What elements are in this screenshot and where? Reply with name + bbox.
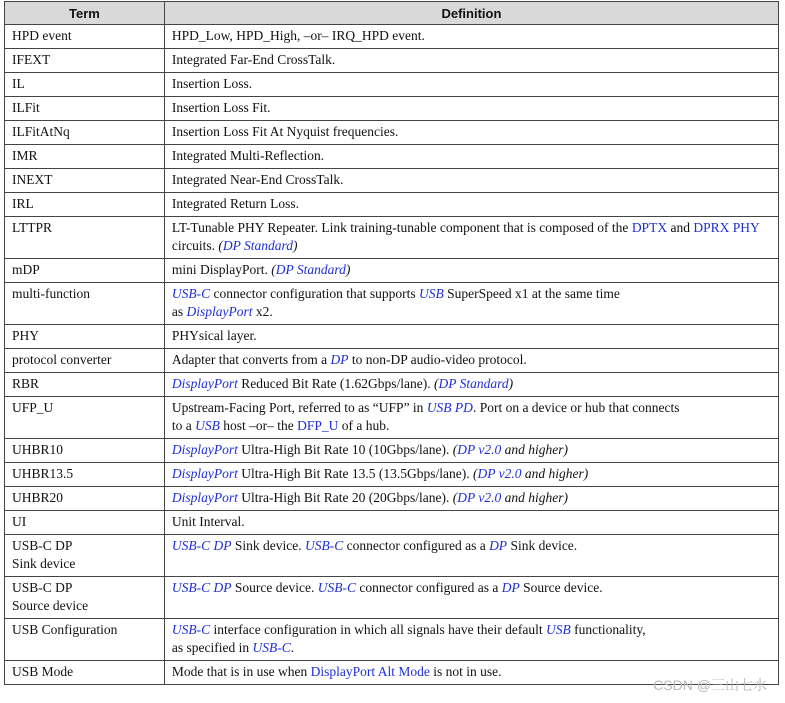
definition-text: and higher)	[521, 466, 589, 481]
term-cell	[5, 97, 165, 121]
cross-reference-link[interactable]: DP Standard	[438, 376, 509, 391]
definition-text: to non-DP audio-video protocol.	[348, 352, 527, 367]
term-cell	[5, 49, 165, 73]
definition-cell	[164, 397, 778, 439]
term-column-header: Term	[5, 2, 165, 25]
table-row	[5, 619, 779, 661]
definition-text: Insertion Loss Fit At Nyquist frequencies.	[171, 124, 399, 139]
definition-cell	[164, 487, 778, 511]
term-text: ILFit	[12, 100, 40, 115]
definition-cell	[164, 49, 778, 73]
cross-reference-link[interactable]: USB-C	[171, 622, 211, 637]
definition-cell	[164, 121, 778, 145]
term-text: UI	[12, 514, 27, 529]
definition-text: Sink device.	[231, 538, 305, 553]
term-cell	[5, 439, 165, 463]
cross-reference-link[interactable]: DisplayPort Alt Mode	[310, 664, 430, 679]
term-cell	[5, 577, 165, 619]
term-cell	[5, 535, 165, 577]
definition-text: Integrated Near-End CrossTalk.	[171, 172, 344, 187]
table-row	[5, 259, 779, 283]
term-text-line2: Sink device	[12, 556, 76, 571]
definition-cell	[164, 193, 778, 217]
definition-text: connector configuration that supports	[210, 286, 419, 301]
term-text: INEXT	[12, 172, 53, 187]
term-cell	[5, 619, 165, 661]
table-row	[5, 349, 779, 373]
definition-text: Source device.	[231, 580, 318, 595]
term-text: multi-function	[12, 286, 90, 301]
definition-text: )	[345, 262, 351, 277]
cross-reference-link[interactable]: DisplayPort	[171, 466, 238, 481]
definition-cell	[164, 439, 778, 463]
cross-reference-link[interactable]: DP v2.0	[477, 466, 522, 481]
table-row	[5, 439, 779, 463]
table-row	[5, 577, 779, 619]
table-row	[5, 511, 779, 535]
term-cell	[5, 511, 165, 535]
term-cell	[5, 349, 165, 373]
term-text: ILFitAtNq	[12, 124, 70, 139]
definition-text: Insertion Loss Fit.	[171, 100, 271, 115]
cross-reference-link[interactable]: USB-C	[252, 640, 291, 655]
definition-text: Insertion Loss.	[171, 76, 253, 91]
definition-cell	[164, 349, 778, 373]
cross-reference-link[interactable]: DP v2.0	[457, 442, 502, 457]
table-row	[5, 397, 779, 439]
term-cell	[5, 397, 165, 439]
table-row	[5, 121, 779, 145]
definition-text: and	[667, 220, 694, 235]
term-text: HPD event	[12, 28, 72, 43]
term-text: UFP_U	[12, 400, 54, 415]
definition-cell	[164, 217, 778, 259]
term-cell	[5, 73, 165, 97]
definition-text: (	[452, 442, 458, 457]
cross-reference-link[interactable]: USB	[546, 622, 571, 637]
term-cell	[5, 217, 165, 259]
definition-text: as specified in	[171, 640, 253, 655]
cross-reference-link[interactable]: DP	[489, 538, 508, 553]
cross-reference-link[interactable]: USB-C	[171, 286, 211, 301]
term-cell	[5, 373, 165, 397]
cross-reference-link[interactable]: USB PD	[426, 400, 473, 415]
table-row	[5, 463, 779, 487]
definition-text: Adapter that converts from a	[171, 352, 331, 367]
definition-cell	[164, 511, 778, 535]
definition-text: Integrated Far-End CrossTalk.	[171, 52, 336, 67]
table-row	[5, 283, 779, 325]
term-cell	[5, 325, 165, 349]
definition-cell	[164, 325, 778, 349]
term-text: PHY	[12, 328, 40, 343]
cross-reference-link[interactable]: DP Standard	[222, 238, 294, 253]
table-row	[5, 73, 779, 97]
cross-reference-link[interactable]: USB	[418, 286, 444, 301]
definition-text: is not in use.	[429, 664, 502, 679]
cross-reference-link[interactable]: DP	[330, 352, 349, 367]
definition-text: Ultra-High Bit Rate 20 (20Gbps/lane).	[237, 490, 453, 505]
term-cell	[5, 193, 165, 217]
definition-cell	[164, 25, 778, 49]
definition-cell	[164, 373, 778, 397]
term-text: USB Mode	[12, 664, 74, 679]
definition-text: . Port on a device or hub that connects	[472, 400, 680, 415]
definition-text: circuits.	[171, 238, 219, 253]
definition-text: (	[472, 466, 478, 481]
term-cell	[5, 259, 165, 283]
table-row	[5, 193, 779, 217]
term-text: IFEXT	[12, 52, 51, 67]
table-row	[5, 325, 779, 349]
table-row	[5, 373, 779, 397]
definition-cell	[164, 577, 778, 619]
definition-cell	[164, 97, 778, 121]
definition-text: (	[452, 490, 458, 505]
definition-text: (	[433, 376, 439, 391]
definition-text: .	[290, 640, 295, 655]
definition-text: Integrated Return Loss.	[171, 196, 299, 211]
term-text: mDP	[12, 262, 40, 277]
cross-reference-link[interactable]: DisplayPort	[171, 490, 238, 505]
definition-text: mini DisplayPort.	[171, 262, 272, 277]
term-text: UHBR20	[12, 490, 64, 505]
table-row	[5, 97, 779, 121]
definition-cell	[164, 145, 778, 169]
definition-text: Ultra-High Bit Rate 13.5 (13.5Gbps/lane).	[237, 466, 473, 481]
definition-text: connector configured as a	[343, 538, 490, 553]
term-text: USB Configuration	[12, 622, 118, 637]
table-row	[5, 49, 779, 73]
definition-cell	[164, 283, 778, 325]
definition-text: LT-Tunable PHY Repeater. Link training-tunable component that is composed of the	[171, 220, 632, 235]
cross-reference-link[interactable]: USB-C DP	[171, 538, 232, 553]
glossary-table	[4, 1, 779, 685]
term-cell	[5, 25, 165, 49]
cross-reference-link[interactable]: USB-C DP	[171, 580, 232, 595]
cross-reference-link[interactable]: DFP_U	[297, 418, 339, 433]
definition-text: functionality,	[570, 622, 646, 637]
definition-text: PHYsical layer.	[171, 328, 257, 343]
definition-column-header: Definition	[164, 2, 778, 25]
definition-text: and higher)	[501, 490, 568, 505]
table-row	[5, 487, 779, 511]
term-text: IMR	[12, 148, 38, 163]
term-text: IRL	[12, 196, 34, 211]
cross-reference-link[interactable]: USB-C	[305, 538, 344, 553]
definition-cell	[164, 463, 778, 487]
definition-text: interface configuration in which all signals have their default	[210, 622, 547, 637]
definition-text: connector configured as a	[355, 580, 502, 595]
definition-text: Mode that is in use when	[171, 664, 311, 679]
cross-reference-link[interactable]: USB	[195, 418, 220, 433]
table-row	[5, 25, 779, 49]
term-cell	[5, 283, 165, 325]
term-cell	[5, 463, 165, 487]
definition-text: SuperSpeed x1 at the same time	[443, 286, 620, 301]
definition-text: (	[218, 238, 223, 253]
term-cell	[5, 121, 165, 145]
definition-text: Integrated Multi-Reflection.	[171, 148, 325, 163]
term-text-line2: Source device	[12, 598, 89, 613]
term-cell	[5, 661, 165, 685]
table-row	[5, 145, 779, 169]
glossary-body	[5, 25, 779, 685]
definition-cell	[164, 619, 778, 661]
definition-text: Unit Interval.	[171, 514, 245, 529]
cross-reference-link[interactable]: DisplayPort	[186, 304, 253, 319]
table-row	[5, 217, 779, 259]
definition-cell	[164, 73, 778, 97]
term-text: IL	[12, 76, 25, 91]
term-text: RBR	[12, 376, 40, 391]
cross-reference-link[interactable]: DP	[501, 580, 520, 595]
cross-reference-link[interactable]: DisplayPort	[171, 376, 238, 391]
definition-text: host –or– the	[219, 418, 298, 433]
cross-reference-link[interactable]: USB-C	[317, 580, 356, 595]
definition-text: )	[508, 376, 514, 391]
definition-text: Sink device.	[507, 538, 578, 553]
term-text: LTTPR	[12, 220, 53, 235]
cross-reference-link[interactable]: DisplayPort	[171, 442, 238, 457]
definition-text: HPD_Low, HPD_High, –or– IRQ_HPD event.	[171, 28, 425, 43]
definition-text: and higher)	[501, 442, 568, 457]
definition-cell	[164, 259, 778, 283]
watermark: CSDN @三山七水	[653, 677, 767, 693]
table-row	[5, 169, 779, 193]
term-cell	[5, 487, 165, 511]
cross-reference-link[interactable]: DPTX	[631, 220, 668, 235]
cross-reference-link[interactable]: DP Standard	[275, 262, 346, 277]
cross-reference-link[interactable]: DP v2.0	[457, 490, 502, 505]
definition-text: Reduced Bit Rate (1.62Gbps/lane).	[237, 376, 434, 391]
definition-text: Upstream-Facing Port, referred to as “UFP” in	[171, 400, 427, 415]
definition-text: )	[293, 238, 298, 253]
definition-cell	[164, 535, 778, 577]
definition-text: of a hub.	[338, 418, 390, 433]
term-cell	[5, 145, 165, 169]
table-header-row	[5, 2, 779, 25]
definition-text: as	[171, 304, 187, 319]
definition-text: x2.	[252, 304, 273, 319]
definition-cell	[164, 169, 778, 193]
cross-reference-link[interactable]: DPRX PHY	[693, 220, 760, 235]
term-text: UHBR13.5	[12, 466, 74, 481]
definition-text: (	[271, 262, 276, 277]
term-text: USB-C DP	[12, 538, 73, 553]
table-row	[5, 535, 779, 577]
definition-text: Ultra-High Bit Rate 10 (10Gbps/lane).	[237, 442, 453, 457]
term-text: protocol converter	[12, 352, 112, 367]
term-text: UHBR10	[12, 442, 64, 457]
term-text: USB-C DP	[12, 580, 73, 595]
definition-text: Source device.	[519, 580, 603, 595]
term-cell	[5, 169, 165, 193]
definition-text: to a	[171, 418, 196, 433]
